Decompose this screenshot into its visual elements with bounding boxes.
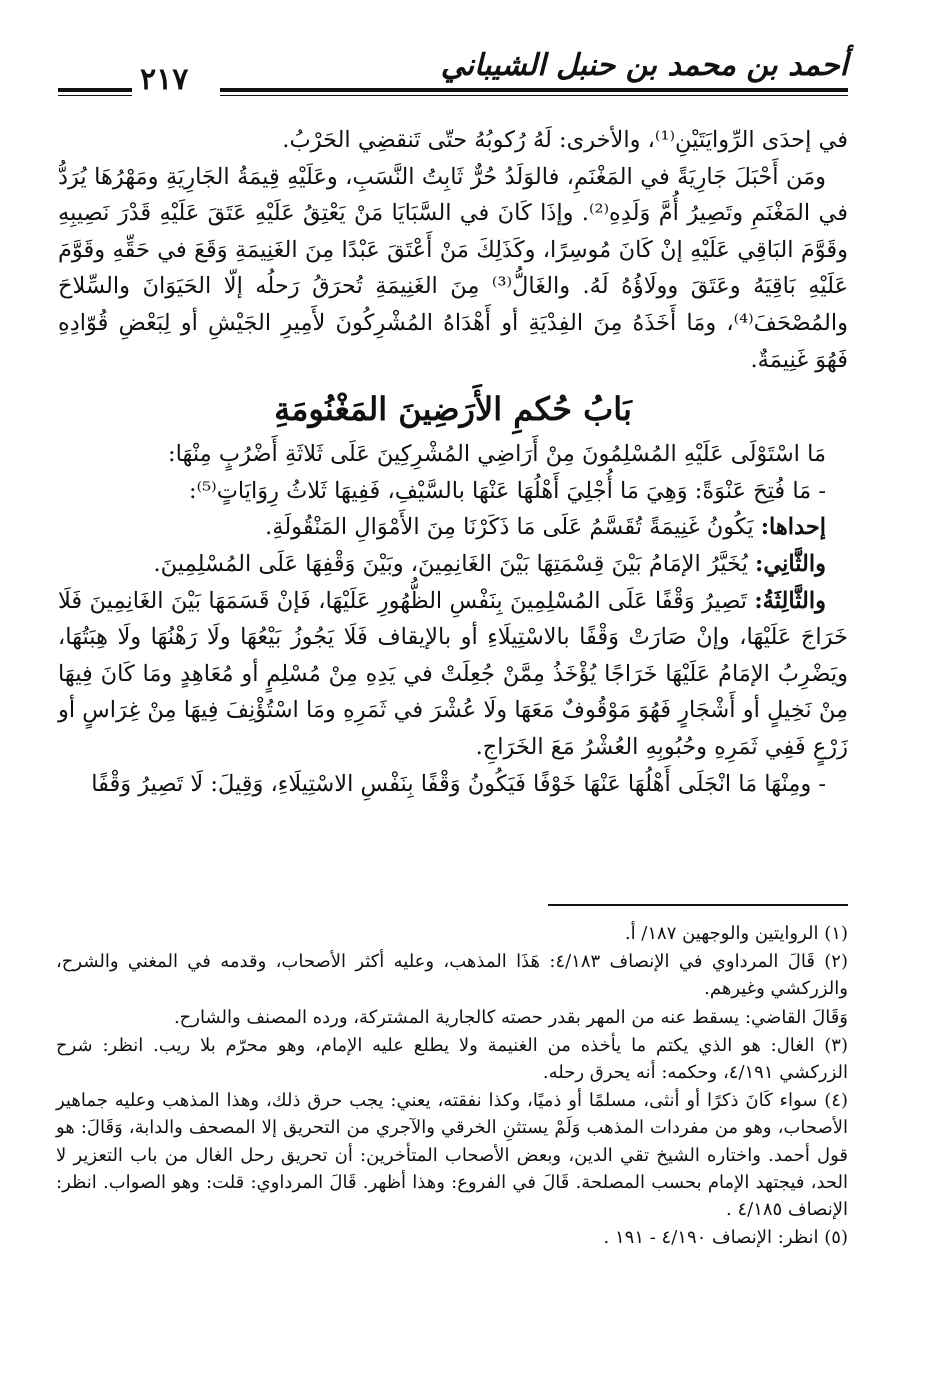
header-rule [220, 88, 848, 96]
running-head: أحمد بن محمد بن حنبل الشيباني [440, 48, 848, 83]
paragraph: في إحدَى الرِّوايَتَيْنِ⁽¹⁾، والأخرى: لَهُ رُكوبُهُ حتّى تَنقضِي الحَرْبُ. [282, 127, 848, 153]
chapter-heading: بَابُ حُكمِ الأَرَضِينَ المَغْنُومَةِ [274, 390, 632, 429]
footnote: (٣) الغال: هو الذي يكتم ما يأخذه من الغنيمة ولا يطلع عليه الإمام، وهو محرّم بلا ريب. انظر: شرح الزركشي ٤/١٩١، وحكمه: أنه يحرق رحله. [56, 1034, 848, 1084]
narration-label: والثَّانِي: [755, 550, 826, 577]
footnote: (٢) قَالَ المرداوي في الإنصاف ٤/١٨٣: هَذَا المذهب، وعليه أكثر الأصحاب، وقدمه في المغني والشرح، والزركشي وغيرهم. [56, 951, 848, 1000]
footnote: (٤) سواء كَانَ ذكرًا أو أنثى، مسلمًا أو ذميًا، وكذا نفقته، يعني: يجب حرق ذلك، وهذا المذهب وعليه جماهير الأصحاب، وهو من مفردات المذهب وَلَمْ يستثنِ الخرقي والآجري من التحريق إلا المصحف والدابة، وَقَالَ: هو قول أحمد. واختاره الشيخ تقي الدين، وبعض الأصحاب المتأخرين: أن تحريق رحل الغال من باب التعزير لا الحد، فيجتهد الإمام بحسب المصلحة. قَالَ في الفروع: وهذا أظهر. قَالَ المرداوي: قلت: وهو الصواب. انظر: الإنصاف ٤/١٨٥ . [56, 1090, 849, 1221]
footnotes [56, 920, 848, 1252]
narration-text: يُخَيَّرُ الإمَامُ بَيْنَ قِسْمَتِهَا بَيْنَ الغَانِمِينَ، وبَيْنَ وَقْفِهَا عَلَى المُسْلِمِينَ. [153, 550, 756, 577]
main-text [58, 122, 848, 802]
paragraph [58, 509, 848, 546]
footnote-separator [548, 904, 848, 906]
narration-label: إحداها: [760, 514, 826, 541]
paragraph: - ومِنْهَا مَا انْجَلَى أَهْلُهَا عَنْهَا خَوْفًا فَيَكُونُ وَقْفًا بِنَفْسِ الاسْتِيلَاءِ، وَقِيلَ: لَا تَصِيرُ وَقْفًا [91, 770, 826, 797]
paragraph [58, 546, 848, 583]
footnote: وَقَالَ القاضي: يسقط عنه من المهر بقدر حصته كالجارية المشتركة، ورده المصنف والشارح. [173, 1006, 848, 1028]
narration-text: تَصِيرُ وَقْفًا عَلَى المُسْلِمِينَ بِنَفْسِ الظُّهُورِ عَلَيْهَا، فَإنْ قَسَمَهَا بَيْنَ الغَانِمِينَ فَلَا خَرَاجَ عَلَيْهَا، وإنْ صَارَتْ وَقْفًا بالاسْتِيلَاءِ أو بالإيقاف فَلَا يَجُوزُ بَيْعُهَا ولَا رَهْنُهَا ولَا هِبَتُهَا، ويَضْرِبُ الإمَامُ عَلَيْهَا خَرَاجًا يُؤْخَذُ مِمَّنْ جُعِلَتْ في يَدِهِ مِنْ مُسْلِمٍ أو مُعَاهِدٍ ومَا كَانَ فِيهَا مِنْ نَخِيلٍ أو أَشْجَارٍ فَهُوَ مَوْقُوفٌ مَعَهَا ولَا عُشْرَ في ثَمَرِهِ ومَا اسْتُؤْنِفَ فِيهَا مِنْ غِرَاسٍ أو زَرْعٍ فَفِي ثَمَرِهِ وحُبُوبِهِ العُشْرُ مَعَ الخَرَاجِ. [58, 587, 848, 760]
page-number-rule [58, 88, 132, 96]
footnote: (٥) انظر: الإنصاف ٤/١٩٠ - ١٩١ . [603, 1227, 848, 1249]
paragraph: ومَن أَحْبَلَ جَارِيَةً في المَغْنَمِ، فالوَلَدُ حُرٌّ ثَابِتُ النَّسَبِ، وعَلَيْهِ قِيمَةُ الجَارِيَةِ ومَهْرُهَا يُرَدُّ في المَغْنَمِ وتَصِيرُ أُمَّ وَلَدِهِ⁽²⁾. وإذَا كَانَ في السَّبَايَا مَنْ يَعْتِقُ عَلَيْهِ عَتَقَ عَلَيْهِ قَدْرَ نَصِيبِهِ وقَوَّمَ البَاقِي عَلَيْهِ إنْ كَانَ مُوسِرًا، وكَذَلِكَ مَنْ أَعْتَقَ عَبْدًا مِنَ الغَنِيمَةِ وَقَعَ في حَقِّهِ وقَوَّمَ عَلَيْهِ بَاقِيَهُ وعَتَقَ وولَاؤُهُ لَهُ. والغَالُّ⁽³⁾ مِنَ الغَنِيمَةِ تُحرَقُ رَحلُه إلّا الحَيَوَانَ والسِّلاحَ والمُصْحَفَ⁽⁴⁾، ومَا أَخَذَهُ مِنَ الفِدْيَةِ أو أَهْدَاهُ المُشْرِكُونَ لأَمِيرِ الجَيْشِ أو لِبَعْضِ قُوّادِهِ فَهُوَ غَنِيمَةٌ. [58, 163, 848, 373]
page-header [58, 40, 848, 102]
paragraph: مَا اسْتَوْلَى عَلَيْهِ المُسْلِمُونَ مِنْ أَرَاضِي المُشْرِكِينَ عَلَى ثَلاثَةِ أَضْرُبٍ مِنْهَا: [168, 441, 826, 468]
book-page [56, 40, 849, 1249]
narration-label: والثَّالِثَةُ: [754, 587, 826, 614]
paragraph [58, 583, 848, 766]
paragraph: - مَا فُتِحَ عَنْوَةً: وَهِيَ مَا أُجْلِيَ أَهْلُهَا عَنْهَا بالسَّيْفِ، فَفِيهَا ثَلاثُ رِوَايَاتٍ⁽⁵⁾: [189, 477, 826, 504]
page-number: ٢١٧ [140, 62, 189, 97]
footnote: (١) الروايتين والوجهين ١٨٧/ أ. [624, 923, 848, 944]
narration-text: يَكُونُ غَنِيمَةً تُقَسَّمُ عَلَى مَا ذَكَرْنَا مِنَ الأَمْوَالِ المَنْقُولَةِ. [265, 514, 761, 541]
